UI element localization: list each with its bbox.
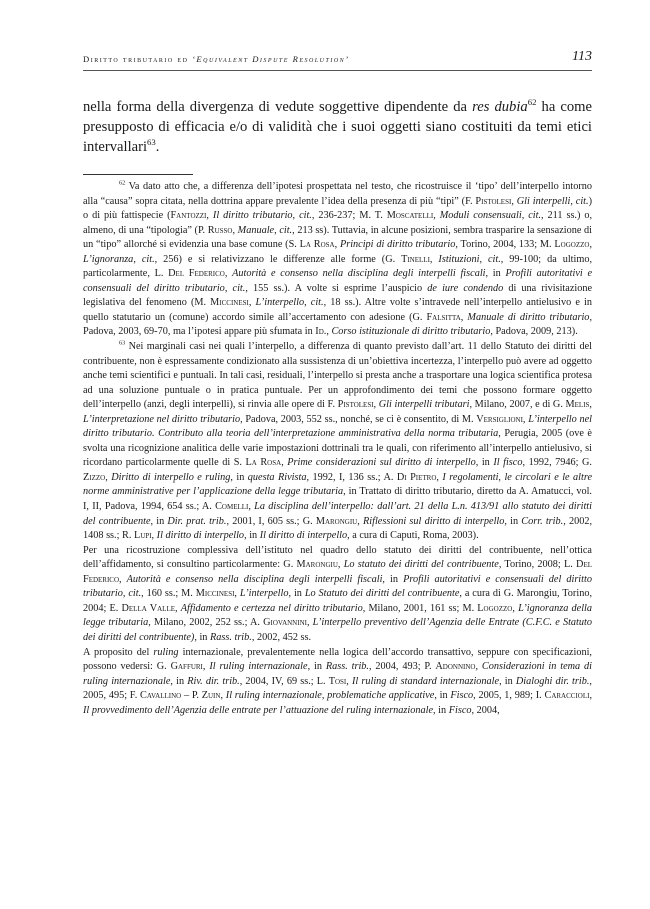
footnote-63-paragraph: A proposito del ruling internazionale, prevalentemente nella logica dell’accordo transattivo, seppure con specificazioni, possono vedersi: G. Gaffuri, Il ruling internazionale, in Rass. trib., 2004, 493; P. Adonnino, Considerazioni in tema di ruling internazionale, in Riv. dir. trib., 2004, IV, 69 ss.; L. Tosi, Il ruling di standard internazionale, in Dialoghi dir. trib., 2005, 495; F. Cavallino – P. Zuin, Il ruling internazionale, problematiche applicative, in Fisco, 2005, 1, 989; I. Caraccioli, Il provvedimento dell’Agenzia delle entrate per l’attuazione del ruling internazionale, in Fisco, 2004, <box>83 646 592 716</box>
footnote-ref-62[interactable]: 62 <box>527 97 537 108</box>
header-rule <box>83 70 592 71</box>
footnote-number: 63 <box>119 340 126 347</box>
body-text-part: ha come presupposto di efficacia e/o di validità che i suoi oggetti siano costituiti da temi etici intervallari <box>83 99 592 155</box>
footnotes <box>83 180 592 718</box>
running-title <box>83 54 350 64</box>
footnote-text: Va dato atto che, a differenza dell’ipotesi prospettata nel testo, che ricostruisce il ‘tipo’ dell’interpello intorno alla “causa” sopra citata, nella dottrina appare prevalente l’idea della presenza di più “tipi” (F. Pistolesi, Gli interpelli, cit.) o di più fattispecie (Fantozzi, Il diritto tributario, cit., 236-237; M. T. Moscatelli, Moduli consensuali, cit., 211 ss.) o, almeno, di una “tipologia” (P. Russo, Manuale, cit., 213 ss). Tuttavia, in alcune posizioni, sembra trasparire la sensazione di un “tipo” allorché si evidenzia una base comune (S. La Rosa, Principi di diritto tributario, Torino, 2004, 133; M. Logozzo, L’ignoranza, cit., 256) e si relativizzano le differenze alle forme (G. Tinelli, Istituzioni, cit., 99-100; da ultimo, particolarmente, L. Del Federico, Autorità e consenso nella disciplina degli interpelli fiscali, in Profili autoritativi e consensuali del diritto tributario, cit., 155 ss.). A volte si esprime l’auspicio de iure condendo di una rivisitazione legislativa del fenomeno (M. Miccinesi, L’interpello, cit., 18 ss.). Altre volte s’intravede nell’interpello antielusivo e in quello statutario un (comune) accordo simile all’accertamento con adesione (G. Falsitta, Manuale di diritto tributario, Padova, 2003, 69-70, ma l’ipotesi appare più sfumata in Id., Corso istituzionale di diritto tributario, Padova, 2009, 213). <box>83 181 593 338</box>
body-paragraph <box>83 97 592 157</box>
main-text <box>83 97 592 157</box>
footnote-63-paragraph: Per una ricostruzione complessiva dell’istituto nel quadro dello statuto dei diritti del contribuente, nell’ottica dell’affidamento, si consultino particolarmente: G. Marongiu, Lo statuto dei diritti del contribuente, Torino, 2008; L. Del Federico, Autorità e consenso nella disciplina degli interpelli fiscali, in Profili autoritativi e consensuali del diritto tributario, cit., 160 ss.; M. Miccinesi, L’interpello, in Lo Statuto dei diritti del contribuente, a cura di G. Marongiu, Torino, 2004; E. Della Valle, Affidamento e certezza nel diritto tributario, Milano, 2001, 161 ss; M. Logozzo, L’ignoranza della legge tributaria, Milano, 2002, 252 ss.; A. Giovannini, L’interpello preventivo dell’Agenzia delle Entrate (C.F.C. e Statuto dei diritti del contribuente), in Rass. trib., 2002, 452 ss. <box>83 544 593 643</box>
footnote-ref-63[interactable]: 63 <box>147 137 156 148</box>
footnote-63 <box>83 340 592 544</box>
running-head <box>83 50 592 70</box>
running-title-plain: Diritto tributario ed <box>83 54 193 64</box>
footnote-text: Nei marginali casi nei quali l’interpello, a differenza di quanto previsto dall’art. 11 dello Statuto dei diritti del contribuente, non è espressamente condizionato alla sussistenza di un’obiettiva incertezza, l’interpello può avere ad oggetto anche temi scientifici e puntuali. In tali casi, residuali, l’interpello si presta anche a trasportare una logica scientifica protesa ad una soluzione puntuale o in pratica puntuale. Per un approfondimento dei temi che possono formare oggetto dell’interpello (anzi, degli interpelli), si rinvia alle opere di F. Pistolesi, Gli interpelli tributari, Milano, 2007, e di G. Melis, L’interpretazione nel diritto tributario, Padova, 2003, 552 ss., nonché, se ci è consentito, di M. Versiglioni, L’interpello nel diritto tributario. Contributo alla teoria dell’interpretazione amministrativa della norma tributaria, Perugia, 2005 (ove è svolta una ricognizione analitica delle varie impostazioni dottrinali tra le quali, con riferimento all’interpello antielusivo, si ricordano particolarmente quelle di S. La Rosa, Prime considerazioni sul diritto di interpello, in Il fisco, 1992, 7946; G. Zizzo, Diritto di interpello e ruling, in questa Rivista, 1992, I, 136 ss.; A. Di Pietro, I regolamenti, le circolari e le altre norme amministrative per l’applicazione della legge tributaria, in Trattato di diritto tributario, diretto da A. Amatucci, vol. I, II, Padova, 1994, 654 ss.; A. Comelli, La disciplina dell’interpello: dall’art. 21 della L.n. 413/91 allo statuto dei diritti del contribuente, in Dir. prat. trib., 2001, I, 605 ss.; G. Marongiu, Riflessioni sul diritto di interpello, in Corr. trib., 2002, 1408 ss.; R. Lupi, Il diritto di interpello, in Il diritto di interpello, a cura di Caputi, Roma, 2003). <box>83 341 593 542</box>
body-italic: res dubia <box>472 99 528 115</box>
footnote-62 <box>83 180 592 340</box>
footnote-rule <box>83 174 193 175</box>
page-number: 113 <box>572 49 592 64</box>
body-text-part: nella forma della divergenza di vedute soggettive dipendente da <box>83 99 473 115</box>
body-text-end: . <box>155 139 160 155</box>
footnote-number: 62 <box>119 180 126 187</box>
running-title-italic: ‘Equivalent Dispute Resolution’ <box>192 54 350 64</box>
